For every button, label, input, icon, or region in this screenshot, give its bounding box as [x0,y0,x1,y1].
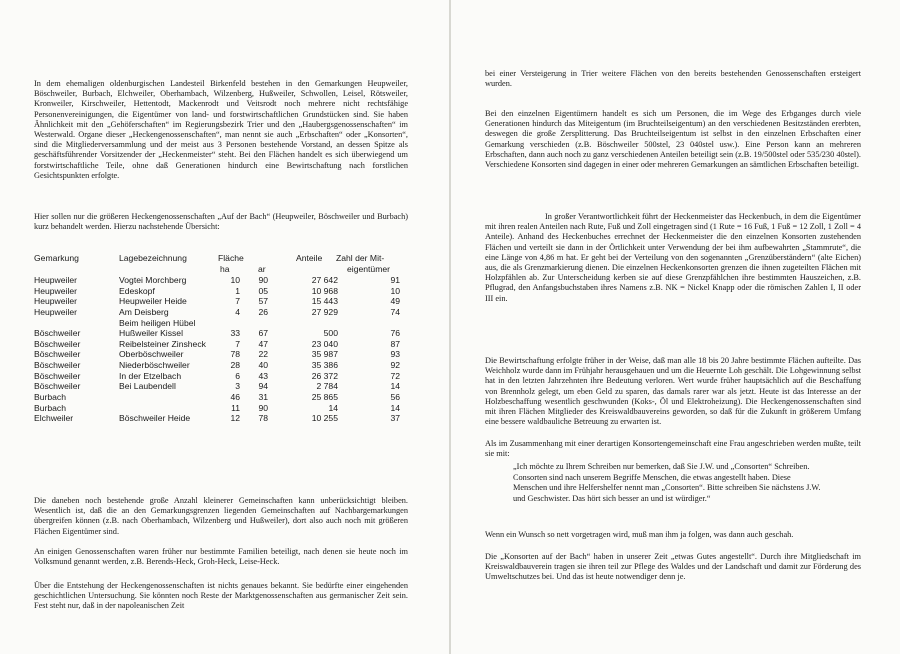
left-paragraph-2: Hier sollen nur die größeren Heckengenossenschaften „Auf der Bach“ (Heupweiler, Böschweiler und Burbach) kurz behandelt werden. Hierzu nachstehende Übersicht: [34,212,408,232]
letter-quote: „Ich möchte zu Ihrem Schreiben nur bemerken, daß Sie J.W. und „Consorten“ Schreiben. Consorten sind nach unserem Begriffe Menschen, die etwas angestellt haben. Diese Menschen und ihre Helfershelfer nennt man „Consorten“. Bitte schreiben Sie nächstens J.W. und Geschwister. Das hört sich besser an und ist würdiger.“ [513,462,821,503]
cell-zahl: 74 [390,306,400,317]
left-paragraph-1: In dem ehemaligen oldenburgischen Landesteil Birkenfeld bestehen in den Gemarkungen Heupweiler, Böschweiler, Burbach, Elchweiler, Oberhambach, Wilzenberg, Hußweiler, Schwollen, Leisel, Rötsweiler, Kronweiler, Kirschweiler, Hettentodt, Mackenrodt und Veitsrodt noch mehrere nicht rechtsfähige Personenvereinigungen, die Eigentümer von land- und forstwirtschaftlichen Grundstücken sind. Sie haben Ähnlichkeit mit den „Gehöferschaften“ im Regierungsbezirk Trier und den „Haubergsgenossenschaften“ im Westerwald. Organe dieser „Heckengenossenschaften“, man nennt sie auch „Erbschaften“ oder „Konsorten“, sind die Mitgliederversammlung und der meist aus 3 Personen bestehende Vorstand, an dessen Spitze als geschäftsführender Vorsitzender der „Heckenmeister“ steht. Bei den Flächen handelt es sich überwiegend um forstwirtschaftliche Teile, ohne daß Generationen hindurch eine Bewirtschaftung nach forstlichen Gesichtspunkten erfolgte. [34,79,408,180]
left-paragraph-5: Über die Entstehung der Heckengenossenschaften ist nichts genaues bekannt. Sie bedürfte einer eingehenden geschichtlichen Untersuchung. Sie könnten noch Reste der Marktgenossenschaften aus germanischer Zeit sein. Fest steht nur, daß in der napoleanischen Zeit [34,581,408,611]
cell-ha: 78 [230,349,240,360]
table-row [34,349,406,360]
cell-lage: Hußweiler Kissel [119,328,183,339]
cell-anteile: 27 929 [311,306,338,317]
cell-anteile: 25 865 [311,392,338,403]
cell-anteile: 2 784 [316,381,338,392]
cell-zahl: 87 [390,338,400,349]
cell-ha: 33 [230,328,240,339]
cell-zahl: 92 [390,360,400,371]
cell-ar: 43 [258,370,268,381]
cell-zahl: 37 [390,413,400,424]
right-paragraph-5: Als im Zusammenhang mit einer derartigen Konsortengemeinschaft eine Frau angeschrieben werden mußte, teilt sie mit: [485,439,861,459]
cell-anteile: 26 372 [311,370,338,381]
cell-lage: Niederböschweiler [119,360,190,371]
table-row [34,403,406,414]
right-page [451,0,900,654]
cell-anteile: 23 040 [311,338,338,349]
cell-zahl: 91 [390,275,400,285]
table-row [34,360,406,371]
header-ar: ar [258,263,266,274]
cell-gemarkung: Böschweiler [34,360,81,371]
cell-lage: Beim heiligen Hübel [119,317,196,328]
header-flaeche: Fläche [218,253,244,263]
cell-gemarkung: Heupweiler [34,306,77,317]
table-row [34,392,406,403]
cell-anteile: 10 255 [311,413,338,424]
cell-gemarkung: Burbach [34,402,67,413]
cell-ha: 11 [231,402,240,413]
holdings-table [34,253,406,424]
right-paragraph-3: In großer Verantwortlichkeit führt der Heckenmeister das Heckenbuch, in dem die Eigentümer mit ihren realen Anteilen nach Rute, Fuß und Zoll eingetragen sind (1 Rute = 16 Fuß, 1 Fuß = 12 Zoll, 1 Zoll = 4 Anteile). Anhand des Heckenbuches errechnet der Heckenmeister die den einzelnen Konsorten zustehenden Flächen und verteilt sie dann in der Örtlichkeit unter Verwendung der bei ihm aufbewahrten „Stammrute“, die eine Länge von 4,86 m hat. Er geht bei der Verteilung von den sogenannten „Grenzüberständern“ (alte Eichen) aus, die als Grenzmarkierung dienen. Die einzelnen Heckenkonsorten grenzen die ihnen zugeteilten Flächen mit Holzpfählen ab. Zur Unterscheidung kerben sie auf diese Grenzpfählchen ihre bestimmten Hauszeichen, z.B. Pflugrad, den Anfangsbuchstaben ihres Namens z.B. NK = Nickel Knapp oder die römischen Zahlen I, II oder III ein. [485,212,861,303]
cell-zahl: 14 [390,402,400,413]
table-row [34,381,406,392]
cell-gemarkung: Böschweiler [34,381,81,392]
table-row [34,413,406,424]
cell-ar: 05 [258,285,268,296]
right-paragraph-6: Wenn ein Wunsch so nett vorgetragen wird, muß man ihm ja folgen, was dann auch geschah. [485,530,794,539]
cell-lage: Heupweiler Heide [119,296,187,307]
cell-anteile: 14 [328,402,338,413]
header-lage: Lagebezeichnung [119,253,187,263]
cell-ha: 3 [235,381,240,392]
cell-ar: 26 [258,306,268,317]
cell-ar: 31 [258,392,268,403]
table-row [34,296,406,307]
cell-ha: 7 [235,338,240,349]
cell-gemarkung: Böschweiler [34,349,81,360]
cell-anteile: 10 968 [311,285,338,296]
left-paragraph-4: An einigen Genossenschaften waren früher nur bestimmte Familien beteiligt, nach denen sie heute noch im Volksmund genannt werden, z.B. Berends-Heck, Groh-Heck, Leise-Heck. [34,547,408,567]
cell-zahl: 93 [390,349,400,360]
table-row [34,328,406,339]
table-row [34,318,406,329]
cell-lage: Edeskopf [119,285,155,296]
cell-ar: 47 [258,338,268,349]
right-paragraph-4: Die Bewirtschaftung erfolgte früher in der Weise, daß man alle 18 bis 20 Jahre bestimmte Flächen aufteilte. Das Weichholz wurde dann im Frühjahr herausgehauen und um die Heuernte Loh geschält. Die Lohgewinnung selbst hat in den letzten Jahrzehnten ihre Bedeutung verloren. Wert wurde früher hauptsächlich auf die Beschaffung von Brennholz gelegt, um eben Geld zu sparen, das damals rarer war als jetzt. Heute ist das Interesse an der Holzbeschaffung wesentlich geschwunden (Koks-, Öl und Elektroheizung). Die Heckengenossenschaften sind mit ihren Flächen Mitglieder des Kreiswaldbauvereins geworden, so daß für die Zukunft in größerem Umfang eine bessere waldbauliche Betreuung zu erwarten ist. [485,356,861,427]
right-paragraph-2: Bei den einzelnen Eigentümern handelt es sich um Personen, die im Wege des Erbganges durch viele Generationen hindurch das Miteigentum (im Bruchteilseigentum) an den verschiedenen Besitzständen ererbten, deswegen die große Zersplitterung. Das Bruchteilseigentum ist selbst in den einzelnen Erbschaften einer Gemarkung verschieden (z.B. Böschweiler 500stel, 23 040stel usw.). Eine Person kann an mehreren Erbschaften, dann auch noch zu ganz verschiedenen Anteilen beteiligt sein (z.B. 19/500stel oder 535/230 40stel). Verschiedene Konsorten sind dagegen in einer oder mehreren Gemarkungen an sämtlichen Erbschaften beteiligt. [485,109,861,170]
cell-zahl: 10 [390,285,400,296]
cell-ar: 94 [258,381,268,392]
cell-ha: 1 [235,285,240,296]
header-zahl-2: eigentümer [347,263,390,274]
left-paragraph-3: Die daneben noch bestehende große Anzahl kleinerer Gemeinschaften kann unberücksichtigt bleiben. Wesentlich ist, daß die an den Gemarkungsgrenzen liegenden Gemeinschaften auf Nachbargemarkungen übergreifen können (z.B. nach Oberhambach, Wilzenberg und Hußweiler), dort also auch noch mit größeren Flächen Eigentümer sind. [34,496,408,536]
header-zahl: Zahl der Mit- [336,253,385,263]
header-anteile: Anteile [296,253,323,263]
cell-ha: 46 [230,392,240,403]
cell-ar: 67 [258,328,268,339]
cell-ha: 7 [235,296,240,307]
cell-gemarkung: Böschweiler [34,370,81,381]
cell-ar: 57 [258,296,268,307]
left-page [0,0,449,654]
cell-zahl: 56 [390,392,400,403]
cell-ha: 6 [235,370,240,381]
cell-zahl: 14 [390,381,400,392]
cell-ha: 28 [230,360,240,371]
cell-ar: 90 [258,275,268,285]
cell-lage: In der Etzelbach [119,370,182,381]
cell-anteile: 35 987 [311,349,338,360]
cell-gemarkung: Böschweiler [34,328,81,339]
cell-ha: 4 [235,306,240,317]
table-row [34,286,406,297]
table-row [34,339,406,350]
cell-gemarkung: Böschweiler [34,338,81,349]
cell-gemarkung: Burbach [34,392,67,403]
cell-ar: 78 [258,413,268,424]
cell-zahl: 76 [390,328,400,339]
table-row [34,307,406,318]
cell-zahl: 72 [390,370,400,381]
cell-gemarkung: Elchweiler [34,413,74,424]
table-row [34,371,406,382]
cell-lage: Böschweiler Heide [119,413,191,424]
cell-anteile: 15 443 [311,296,338,307]
right-paragraph-1: bei einer Versteigerung in Trier weitere Flächen von den bereits bestehenden Genossenschaften ersteigert wurden. [485,69,861,89]
right-paragraph-7: Die „Konsorten auf der Bach“ haben in unserer Zeit „etwas Gutes angestellt“. Durch ihre Mitgliedschaft im Kreiswaldbauverein tragen sie ihren teil zur Pflege des Waldes und der Landschaft und damit zur Förderung des Umweltschutzes bei. Und das ist heute notwendiger denn je. [485,552,861,582]
table-row [34,275,406,286]
cell-ha: 10 [230,275,240,285]
table-body [34,275,406,424]
cell-gemarkung: Heupweiler [34,285,77,296]
header-gemarkung: Gemarkung [34,253,79,263]
cell-lage: Am Deisberg [119,306,169,317]
cell-gemarkung: Heupweiler [34,275,77,285]
cell-ar: 40 [258,360,268,371]
cell-gemarkung: Heupweiler [34,296,77,307]
cell-zahl: 49 [390,296,400,307]
cell-lage: Bei Laubendell [119,381,176,392]
cell-anteile: 27 642 [311,275,338,285]
cell-anteile: 35 386 [311,360,338,371]
table-header [34,253,406,275]
cell-ha: 12 [230,413,240,424]
cell-anteile: 500 [323,328,338,339]
cell-ar: 22 [258,349,268,360]
cell-ar: 90 [258,402,268,413]
header-ha: ha [220,263,230,274]
cell-lage: Vogtei Morchberg [119,275,187,285]
cell-lage: Reibelsteiner Zinsheck [119,338,206,349]
cell-lage: Oberböschweiler [119,349,184,360]
